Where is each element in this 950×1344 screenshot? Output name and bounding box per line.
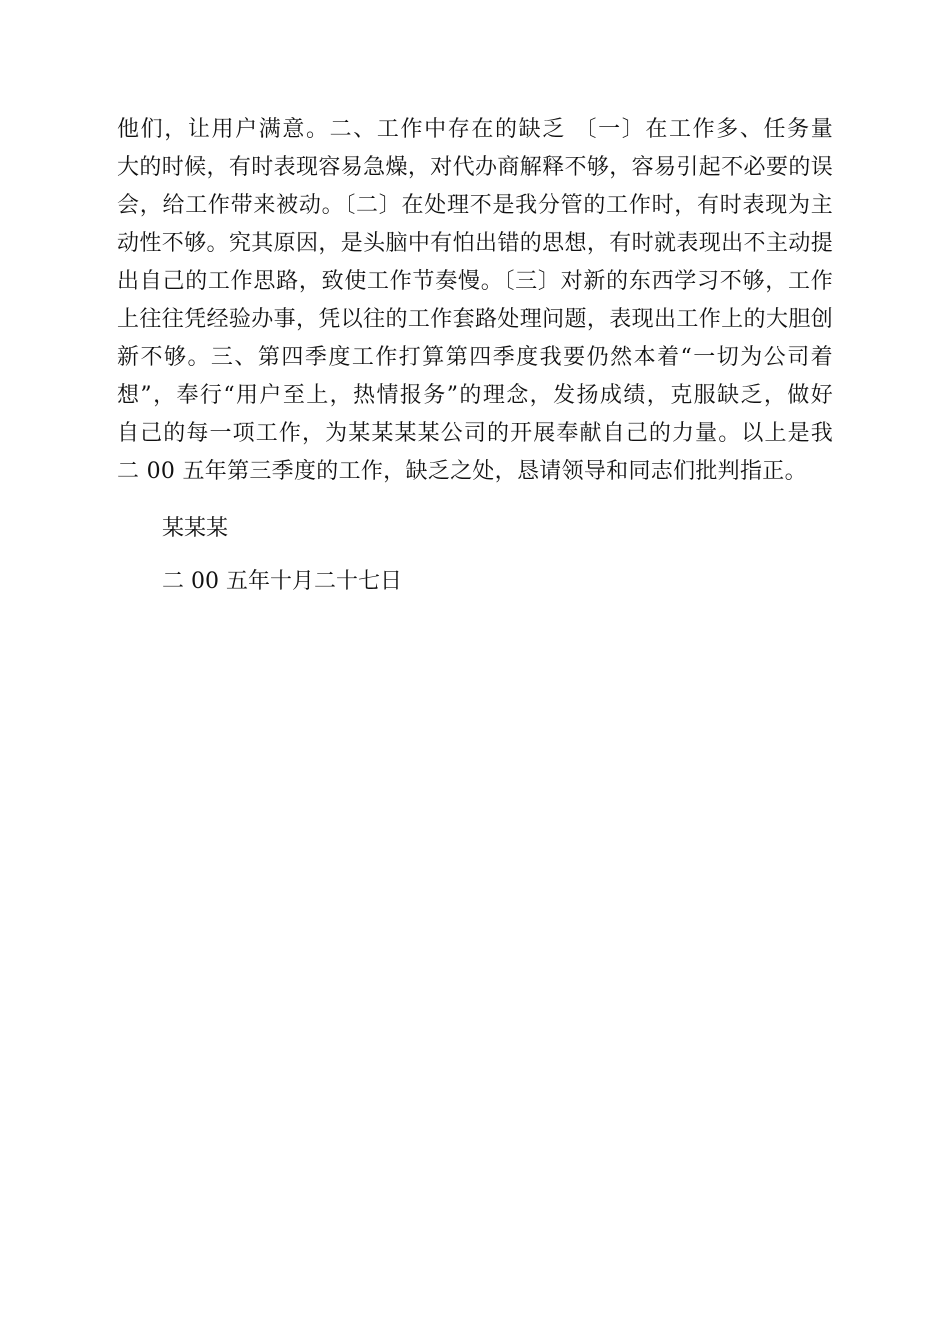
signature-name: 某某某 <box>162 516 229 541</box>
paragraph-line: 动性不够。究其原因，是头脑中有怕出错的思想，有时就表现出不主动提 <box>117 231 833 256</box>
paragraph-line: 会，给工作带来被动。〔二〕在处理不是我分管的工作时，有时表现为主 <box>117 193 833 218</box>
body-paragraph <box>117 111 833 491</box>
signature-date: 二 00 五年十月二十七日 <box>162 569 402 594</box>
paragraph-line: 自己的每一项工作，为某某某某公司的开展奉献自己的力量。以上是我 <box>117 421 833 446</box>
paragraph-line: 新不够。三、第四季度工作打算第四季度我要仍然本着“一切为公司着 <box>117 345 833 370</box>
paragraph-line: 出自己的工作思路，致使工作节奏慢。〔三〕对新的东西学习不够，工作 <box>117 269 833 294</box>
paragraph-line: 上往往凭经验办事，凭以往的工作套路处理问题，表现出工作上的大胆创 <box>117 307 833 332</box>
paragraph-line: 他们，让用户满意。二、工作中存在的缺乏 〔一〕在工作多、任务量 <box>117 117 833 142</box>
paragraph-line: 大的时候，有时表现容易急燥，对代办商解释不够，容易引起不必要的误 <box>117 155 833 180</box>
paragraph-line: 想”，奉行“用户至上，热情报务”的理念，发扬成绩，克服缺乏，做好 <box>117 383 833 408</box>
paragraph-line: 二 00 五年第三季度的工作，缺乏之处，恳请领导和同志们批判指正。 <box>117 459 807 484</box>
